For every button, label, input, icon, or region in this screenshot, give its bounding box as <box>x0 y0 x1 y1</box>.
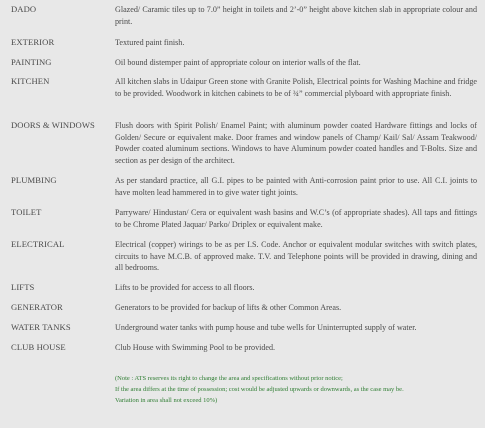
spec-value: Underground water tanks with pump house and tube wells for Uninterrupted supply of water. <box>115 323 417 332</box>
spec-value: All kitchen slabs in Udaipur Green stone with Granite Polish, Electrical points for Washing Machine and fridge to be provided. Woodwork in kitchen cabinets to be of ¾” commercial plyboard with appropriate finish. <box>115 77 477 98</box>
disclaimer-line: (Note : ATS reserves its right to change the area and specifications without prior notice; <box>115 375 343 382</box>
spec-label: PAINTING <box>11 57 52 67</box>
spec-value: Club House with Swimming Pool to be provided. <box>115 343 276 352</box>
spec-value: Textured paint finish. <box>115 38 185 47</box>
spec-label: DOORS & WINDOWS <box>11 120 95 130</box>
disclaimer-line: If the area differs at the time of possession; cost would be adjusted upwards or downwards, as the case may be. <box>115 386 404 394</box>
spec-label: EXTERIOR <box>11 37 55 47</box>
spec-label: PLUMBING <box>11 175 57 185</box>
spec-value: Lifts to be provided for access to all floors. <box>115 283 255 292</box>
spec-value: Flush doors with Spirit Polish/ Enamel Paint; with aluminum powder coated Hardware fittings and locks of Golden/ Secure or equivalent make. Door frames and window panels of Champ/ Kail/ Sal/ Assam Teakwood/ Powder coated aluminum sections. Windows to have Aluminum powder coated handles and T-Bolts. Size and section as per design of the architect. <box>115 121 477 165</box>
spec-label: ELECTRICAL <box>11 239 65 249</box>
spec-label: WATER TANKS <box>11 322 71 332</box>
spec-value: Parryware/ Hindustan/ Cera or equivalent wash basins and W.C’s (of appropriate shades). All taps and fittings to be Chrome Plated Jaquar/ Parko/ Driplex or equivalent make. <box>115 208 477 229</box>
spec-value: Oil bound distemper paint of appropriate colour on interior walls of the flat. <box>115 58 361 67</box>
spec-label: CLUB HOUSE <box>11 342 66 352</box>
spec-value: Glazed/ Caramic tiles up to 7.0” height in toilets and 2’-0” height above kitchen slab in appropriate colour and print. <box>115 5 477 26</box>
spec-value: As per standard practice, all G.I. pipes to be painted with Anti-corrosion paint prior to use. All C.I. joints to have molten lead hammered in to give water tight joints. <box>115 176 477 197</box>
spec-value: Generators to be provided for backup of lifts & other Common Areas. <box>115 303 342 312</box>
spec-value: Electrical (copper) wirings to be as per I.S. Code. Anchor or equivalent modular switches with switch plates, circuits to have M.C.B. of approved make. T.V. and Telephone points will be provided in drawing, dining and all bedrooms. <box>115 240 477 273</box>
spec-label: TOILET <box>11 207 42 217</box>
spec-label: GENERATOR <box>11 302 63 312</box>
disclaimer-note <box>115 373 477 407</box>
spec-label: LIFTS <box>11 282 35 292</box>
disclaimer-line: Variation in area shall not exceed 10%) <box>115 397 218 405</box>
spec-label: KITCHEN <box>11 76 50 86</box>
spec-label: DADO <box>11 4 37 14</box>
